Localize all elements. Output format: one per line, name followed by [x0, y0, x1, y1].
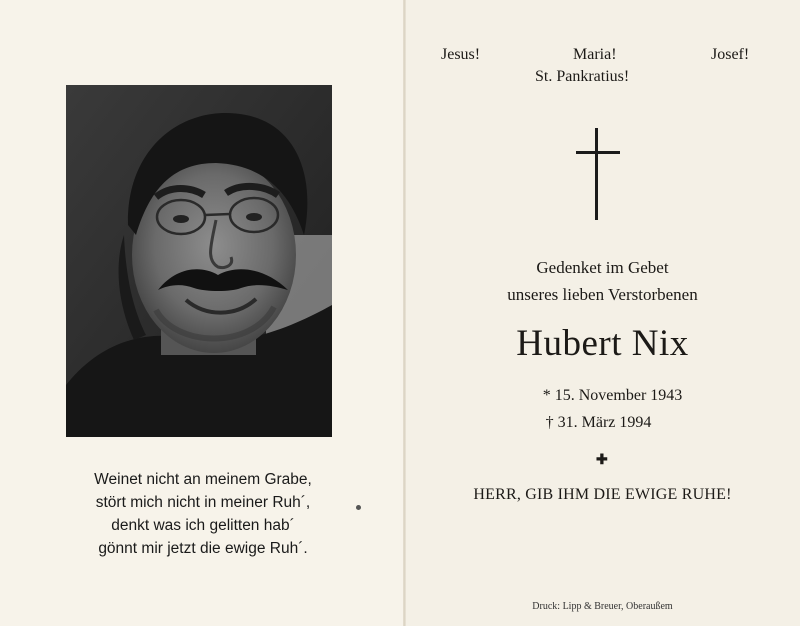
latin-cross-icon	[576, 128, 620, 220]
poem-line: Weinet nicht an meinem Grabe,	[94, 471, 312, 488]
invocation-maria: Maria!	[573, 46, 617, 63]
portrait-photo	[66, 85, 332, 437]
poem-line: denkt was ich gelitten hab´	[111, 517, 295, 534]
prayer-text: HERR, GIB IHM DIE EWIGE RUHE!	[473, 486, 732, 503]
invocations	[405, 40, 800, 100]
poem	[40, 468, 366, 560]
poem-line: gönnt mir jetzt die ewige Ruh´.	[98, 540, 308, 557]
remembrance-line-1: Gedenket im Gebet	[536, 258, 669, 277]
life-dates	[405, 382, 800, 436]
invocation-pankratius: St. Pankratius!	[535, 68, 630, 85]
remembrance-line-2: unseres lieben Verstorbenen	[507, 285, 698, 304]
printer-credit: Druck: Lipp & Breuer, Oberaußem	[532, 601, 673, 612]
invocation-josef: Josef!	[711, 46, 750, 63]
invocation-jesus: Jesus!	[441, 46, 481, 63]
poem-line: stört mich nicht in meiner Ruh´,	[95, 494, 311, 511]
birth-date: * 15. November 1943	[542, 387, 683, 404]
remembrance-text	[405, 254, 800, 308]
deceased-name: Hubert Nix	[516, 323, 689, 364]
death-date: † 31. März 1994	[545, 414, 652, 431]
small-cross-icon: ✚	[596, 453, 608, 468]
ink-dot	[356, 505, 361, 510]
